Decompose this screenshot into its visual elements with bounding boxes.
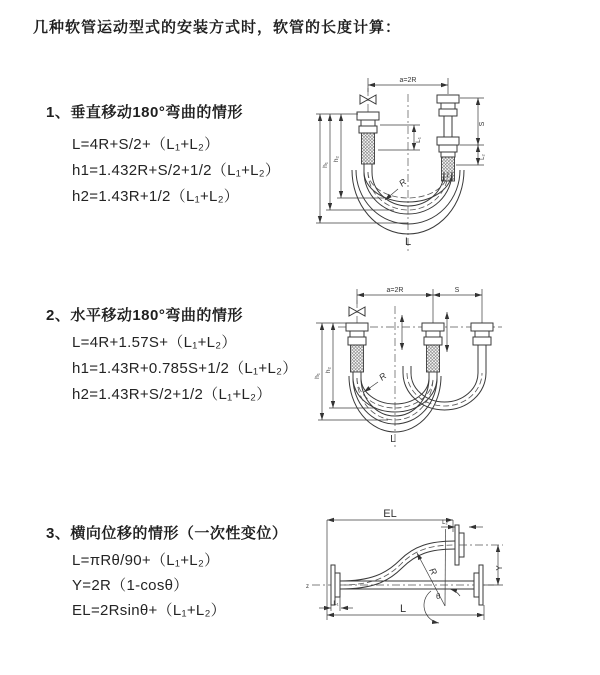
section1-formula-h2: h2=1.43R+1/2（L₁+L₂） [72, 188, 240, 205]
dim-label-l-total: L [404, 236, 412, 248]
middle-fitting [422, 323, 444, 345]
dim-a2r-s [357, 287, 482, 323]
lower-right-flange [474, 565, 483, 605]
section3-formula-Y: Y=2R（1-cosθ） [72, 577, 189, 594]
dim-label-l-total: L [390, 434, 396, 445]
right-lower-fitting [437, 137, 459, 157]
hose-u-bend-left [349, 376, 441, 432]
left-flange [331, 565, 340, 605]
dim-label-l1: L₁ [333, 601, 339, 607]
left-braided-hose [362, 133, 375, 164]
dim-label-l2: L₂ [480, 154, 486, 160]
section1-formula-L: L=4R+S/2+（L₁+L₂） [72, 136, 220, 153]
dim-label-h1: h₁ [322, 162, 329, 168]
left-fitting [346, 323, 368, 345]
dim-label-r: R [377, 370, 389, 383]
dim-label-r: R [397, 176, 409, 189]
dim-label-h1: h₁ [314, 373, 321, 379]
dim-label-s: S [454, 287, 460, 294]
dim-el [327, 508, 453, 620]
right-fitting [471, 323, 493, 345]
dim-label-a2r: a=2R [399, 77, 417, 84]
radius-callout [364, 370, 389, 392]
section3-formula-EL: EL=2Rsinθ+（L₁+L₂） [72, 602, 226, 619]
valve-icon [360, 95, 376, 104]
section2-heading: 2、水平移动180°弯曲的情形 [46, 307, 243, 324]
section2-formula-h1: h1=1.43R+0.785S+1/2（L₁+L₂） [72, 360, 298, 377]
dim-l1 [378, 125, 422, 150]
section2-formula-h2: h2=1.43R+S/2+1/2（L₁+L₂） [72, 386, 272, 403]
radius-and-angle [417, 529, 460, 623]
dim-label-a2r: a=2R [386, 287, 404, 294]
section1-formula-h1: h1=1.432R+S/2+1/2（L₁+L₂） [72, 162, 281, 179]
dim-a2r [368, 77, 448, 94]
dim-label-y: Y [495, 565, 504, 571]
right-top-fitting [437, 95, 459, 116]
dim-l2 [441, 520, 483, 527]
section1-heading: 1、垂直移动180°弯曲的情形 [46, 104, 243, 121]
section2-formula-L: L=4R+1.57S+（L₁+L₂） [72, 334, 237, 351]
section3-heading: 3、横向位移的情形（一次性变位） [46, 525, 288, 542]
datum-mark: z [306, 584, 309, 590]
valve-icon [349, 300, 365, 323]
middle-braided-hose [427, 345, 440, 372]
dim-label-el: EL [383, 508, 397, 520]
section3-formula-L: L=πRθ/90+（L₁+L₂） [72, 552, 220, 569]
dim-label-s: S [479, 121, 486, 127]
dim-l [327, 603, 484, 620]
dim-s-l2 [456, 98, 486, 165]
left-braided-hose [351, 345, 364, 372]
diagram-vertical-180-bend [308, 62, 598, 262]
dim-label-r: R [427, 566, 440, 577]
dim-label-theta: θ [436, 592, 441, 601]
dim-y [484, 545, 504, 585]
radius-callout [385, 176, 409, 200]
left-fitting [357, 112, 379, 133]
dim-label-l2: L₂ [442, 520, 448, 526]
dim-label-l1: L₁ [415, 137, 422, 143]
dim-label-h2: h₂ [333, 155, 340, 163]
dim-label-l-total: L [399, 603, 407, 615]
page-title: 几种软管运动型式的安装方式时，软管的长度计算： [33, 19, 402, 36]
diagram-lateral-displacement [298, 498, 598, 653]
dim-label-h2: h₂ [325, 366, 332, 374]
diagram-horizontal-180-bend [306, 278, 596, 473]
